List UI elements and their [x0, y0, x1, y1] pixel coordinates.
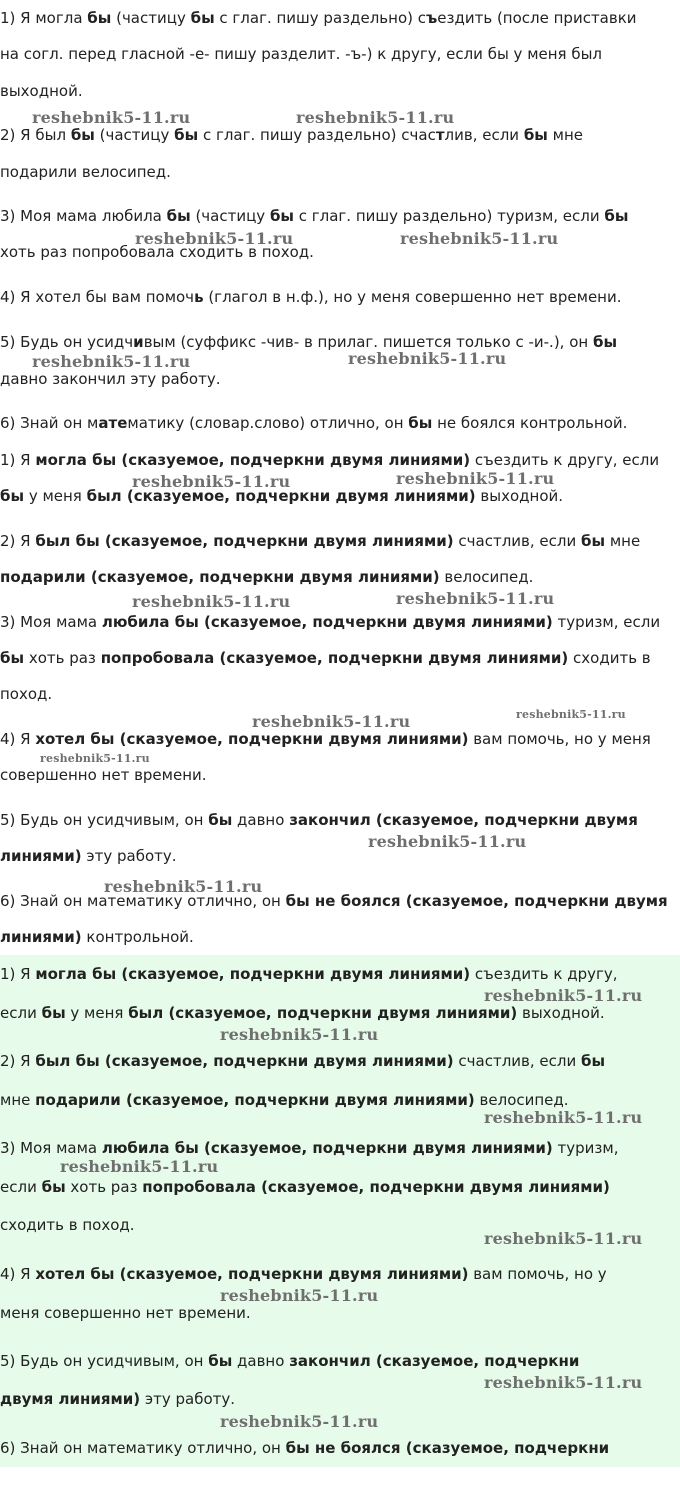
bold-run: бы — [408, 414, 433, 432]
watermark: reshebnik5-11.ru — [40, 752, 150, 765]
text-run: вам помочь, но у — [468, 1265, 607, 1283]
watermark: reshebnik5-11.ru — [400, 229, 559, 248]
text-run: ездить (после приставки — [437, 9, 637, 27]
watermark: reshebnik5-11.ru — [368, 832, 527, 851]
text-run: 5) Будь он усидчивым, он — [0, 1352, 209, 1370]
bold-run: был бы (сказуемое, подчеркни двумя линиями) — [35, 532, 454, 550]
bold-run: ате — [98, 414, 128, 432]
watermark: reshebnik5-11.ru — [484, 1229, 643, 1248]
text-run: на согл. перед гласной -е- пишу разделит. -ъ-) к другу, если бы у меня был — [0, 45, 603, 63]
text-run: эту работу. — [81, 847, 177, 865]
text-run: 6) Знай он математику отлично, он — [0, 1439, 286, 1457]
text-run: выходной. — [0, 82, 83, 100]
text-run: лив, если — [444, 126, 524, 144]
text-run: 2) Я — [0, 532, 36, 550]
s2-line — [0, 766, 207, 784]
s2-line — [0, 568, 533, 586]
text-run: 3) Моя мама — [0, 613, 102, 631]
s3-line — [0, 1178, 610, 1196]
bold-run: бы не боялся (сказуемое, подчеркни двумя — [285, 892, 668, 910]
text-run: с глаг. пишу раздельно) счас — [198, 126, 436, 144]
bold-run: попробовала (сказуемое, подчеркни двумя линиями) — [142, 1178, 610, 1196]
bold-run: линиями) — [0, 847, 82, 865]
watermark: reshebnik5-11.ru — [135, 229, 294, 248]
watermark: reshebnik5-11.ru — [132, 472, 291, 491]
bold-run: могла бы (сказуемое, подчеркни двумя линиями) — [35, 965, 471, 983]
text-run: съездить к другу, — [470, 965, 618, 983]
text-run: 3) Моя мама любила — [0, 207, 167, 225]
bold-run: бы — [581, 1052, 606, 1070]
text-run: (частицу — [94, 126, 175, 144]
text-run: (частицу — [111, 9, 191, 27]
s2-line — [0, 847, 177, 865]
watermark: reshebnik5-11.ru — [104, 877, 263, 896]
s1-line — [0, 126, 583, 144]
s3-line — [0, 1139, 619, 1157]
text-run: сходить в — [568, 649, 651, 667]
watermark: reshebnik5-11.ru — [32, 352, 191, 371]
bold-run: попробовала (сказуемое, подчеркни двумя линиями) — [100, 649, 569, 667]
text-run: 1) Я — [0, 451, 36, 469]
text-run: если — [0, 1004, 42, 1022]
bold-run: т — [435, 126, 445, 144]
bold-run: бы — [208, 811, 233, 829]
watermark: reshebnik5-11.ru — [516, 708, 626, 721]
text-run: мне — [0, 1091, 36, 1109]
bold-run: ь — [194, 288, 204, 306]
text-run: 2) Я — [0, 1052, 36, 1070]
bold-run: был (сказуемое, подчеркни двумя линиями) — [128, 1004, 518, 1022]
bold-run: бы — [604, 207, 629, 225]
text-run: (глагол в н.ф.), но у меня совершенно нет времени. — [203, 288, 622, 306]
s2-line — [0, 685, 52, 703]
text-run: 6) Знай он математику отлично, он — [0, 892, 286, 910]
bold-run: хотел бы (сказуемое, подчеркни двумя линиями) — [35, 1265, 469, 1283]
bold-run: бы — [190, 9, 215, 27]
text-run: мне — [605, 532, 641, 550]
watermark: reshebnik5-11.ru — [348, 349, 507, 368]
s1-line — [0, 333, 617, 351]
text-run: велосипед. — [439, 568, 534, 586]
watermark: reshebnik5-11.ru — [60, 1157, 219, 1176]
bold-run: бы — [269, 207, 294, 225]
watermark: reshebnik5-11.ru — [132, 592, 291, 611]
text-run: 6) Знай он м — [0, 414, 99, 432]
bold-run: бы — [70, 126, 95, 144]
text-run: меня совершенно нет времени. — [0, 1304, 251, 1322]
text-run: 4) Я — [0, 730, 36, 748]
bold-run: бы — [174, 126, 199, 144]
s3-line — [0, 1352, 579, 1370]
bold-run: бы — [592, 333, 618, 351]
text-run: туризм, — [552, 1139, 619, 1157]
bold-run: бы — [41, 1004, 66, 1022]
text-run: не боялся контрольной. — [432, 414, 628, 432]
s1-line — [0, 288, 622, 306]
s2-line — [0, 811, 638, 829]
bold-run: любила бы (сказуемое, подчеркни двумя линиями) — [101, 1139, 553, 1157]
text-run: поход. — [0, 685, 53, 703]
bold-run: двумя линиями) — [0, 1390, 141, 1408]
bold-run: бы — [166, 207, 191, 225]
bold-run: могла бы (сказуемое, подчеркни двумя линиями) — [35, 451, 471, 469]
text-run: велосипед. — [474, 1091, 569, 1109]
bold-run: ъ — [426, 9, 438, 27]
text-run: хоть раз попробовала сходить в поход. — [0, 243, 314, 261]
bold-run: подарили (сказуемое, подчеркни двумя линиями) — [0, 568, 440, 586]
text-run: совершенно нет времени. — [0, 766, 207, 784]
s3-line — [0, 1052, 605, 1070]
text-run: с глаг. пишу раздельно) с — [214, 9, 426, 27]
text-run: счастлив, если — [453, 1052, 581, 1070]
text-run: вым (суффикс -чив- в прилаг. пишется только с -и-.), он — [143, 333, 593, 351]
text-run: контрольной. — [81, 928, 194, 946]
watermark: reshebnik5-11.ru — [32, 108, 191, 127]
watermark: reshebnik5-11.ru — [484, 1108, 643, 1127]
text-run: подарили велосипед. — [0, 163, 171, 181]
bold-run: был (сказуемое, подчеркни двумя линиями) — [86, 487, 476, 505]
text-run: эту работу. — [140, 1390, 236, 1408]
s2-line — [0, 451, 659, 469]
s2-line — [0, 730, 651, 748]
text-run: (частицу — [190, 207, 270, 225]
s2-line — [0, 532, 640, 550]
s3-line — [0, 1216, 135, 1234]
watermark: reshebnik5-11.ru — [484, 986, 643, 1005]
text-run: счастлив, если — [453, 532, 581, 550]
watermark: reshebnik5-11.ru — [220, 1412, 379, 1431]
s1-line — [0, 207, 628, 225]
bold-run: бы — [41, 1178, 66, 1196]
s3-line — [0, 1390, 235, 1408]
bold-run: бы — [87, 9, 112, 27]
bold-run: бы — [0, 487, 25, 505]
text-run: выходной. — [475, 487, 564, 505]
text-run: мне — [547, 126, 583, 144]
text-run: 1) Я могла — [0, 9, 88, 27]
s3-line — [0, 1439, 609, 1457]
s1-line — [0, 163, 171, 181]
s3-line — [0, 1004, 605, 1022]
s3-line — [0, 1265, 607, 1283]
bold-run: хотел бы (сказуемое, подчеркни двумя линиями) — [35, 730, 469, 748]
bold-run: бы — [0, 649, 25, 667]
text-run: 3) Моя мама — [0, 1139, 102, 1157]
text-run: 5) Будь он усидч — [0, 333, 134, 351]
watermark: reshebnik5-11.ru — [220, 1286, 379, 1305]
watermark: reshebnik5-11.ru — [296, 108, 455, 127]
bold-run: бы — [208, 1352, 233, 1370]
watermark: reshebnik5-11.ru — [396, 469, 555, 488]
text-run: давно — [232, 1352, 290, 1370]
text-run: если — [0, 1178, 42, 1196]
s2-line — [0, 649, 651, 667]
bold-run: подарили (сказуемое, подчеркни двумя линиями) — [35, 1091, 475, 1109]
bold-run: закончил (сказуемое, подчеркни — [289, 1352, 580, 1370]
bold-run: линиями) — [0, 928, 82, 946]
s2-line — [0, 892, 668, 910]
text-run: 4) Я хотел бы вам помоч — [0, 288, 195, 306]
bold-run: и — [133, 333, 144, 351]
s3-line — [0, 965, 618, 983]
text-run: с глаг. пишу раздельно) туризм, если — [293, 207, 605, 225]
text-run: матику (словар.слово) отлично, он — [127, 414, 409, 432]
s3-line — [0, 1304, 251, 1322]
text-run: съездить к другу, если — [470, 451, 660, 469]
text-run: хоть раз — [65, 1178, 143, 1196]
text-run: выходной. — [517, 1004, 605, 1022]
text-run: хоть раз — [24, 649, 101, 667]
bold-run: закончил (сказуемое, подчеркни двумя — [289, 811, 638, 829]
watermark: reshebnik5-11.ru — [396, 589, 555, 608]
s2-line — [0, 613, 660, 631]
s1-line — [0, 45, 602, 63]
bold-run: был бы (сказуемое, подчеркни двумя линиями) — [35, 1052, 454, 1070]
text-run: сходить в поход. — [0, 1216, 135, 1234]
bold-run: бы — [523, 126, 548, 144]
text-run: давно закончил эту работу. — [0, 370, 221, 388]
s1-line — [0, 370, 220, 388]
s3-line — [0, 1091, 569, 1109]
text-run: 2) Я был — [0, 126, 71, 144]
watermark: reshebnik5-11.ru — [484, 1373, 643, 1392]
text-run: 4) Я — [0, 1265, 36, 1283]
watermark: reshebnik5-11.ru — [220, 1025, 379, 1044]
text-run: 1) Я — [0, 965, 36, 983]
s2-line — [0, 928, 194, 946]
bold-run: бы — [581, 532, 606, 550]
s1-line — [0, 9, 637, 27]
s1-line — [0, 82, 83, 100]
bold-run: бы не боялся (сказуемое, подчеркни — [285, 1439, 610, 1457]
text-run: вам помочь, но у меня — [468, 730, 651, 748]
text-run: туризм, если — [552, 613, 661, 631]
text-run: 5) Будь он усидчивым, он — [0, 811, 209, 829]
text-run: давно — [232, 811, 290, 829]
text-run: у меня — [65, 1004, 129, 1022]
bold-run: любила бы (сказуемое, подчеркни двумя линиями) — [101, 613, 553, 631]
s1-line — [0, 414, 627, 432]
text-run: у меня — [24, 487, 87, 505]
watermark: reshebnik5-11.ru — [252, 712, 411, 731]
